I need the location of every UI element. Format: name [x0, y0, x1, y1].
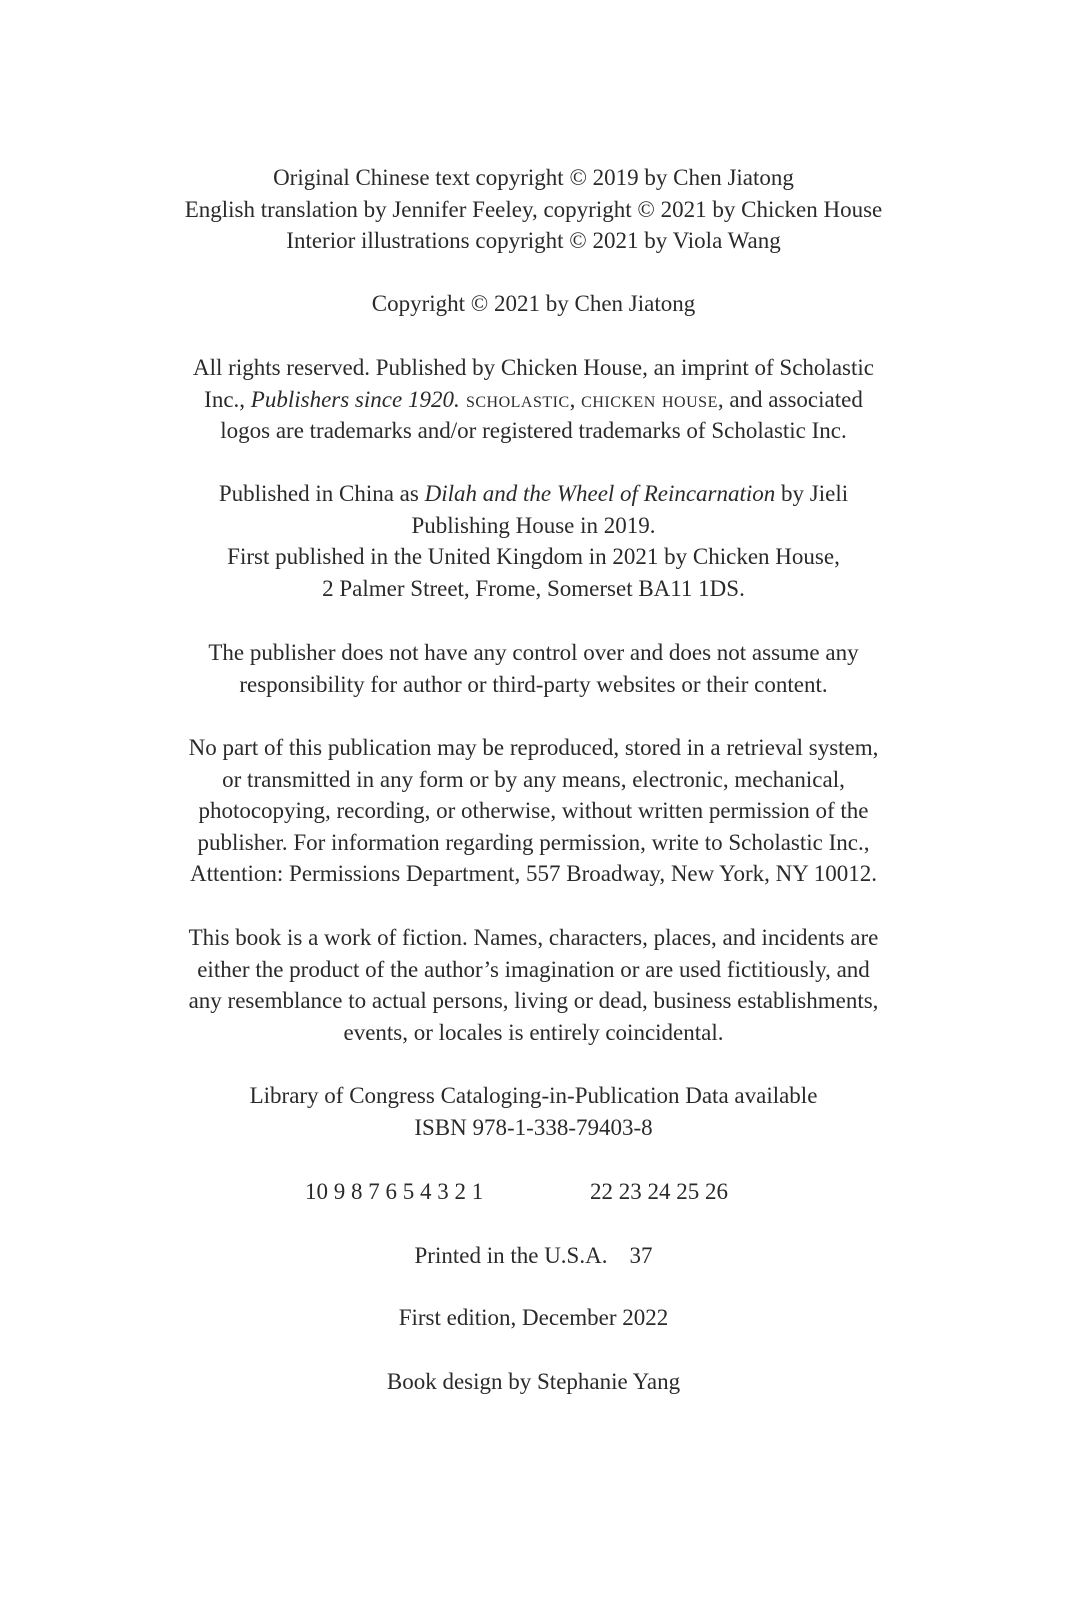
- chicken-house-trademark: chicken house: [581, 386, 718, 412]
- rights-line-1: All rights reserved. Published by Chicken House, an imprint of Scholastic: [193, 355, 874, 380]
- publication-history: [0, 478, 1067, 604]
- publishers-since-italic: Publishers since 1920.: [250, 386, 460, 412]
- main-copyright: [0, 288, 1067, 320]
- fiction-line-3: any resemblance to actual persons, living or dead, business establishments,: [188, 988, 879, 1013]
- rights-paragraph: [0, 352, 1067, 447]
- isbn: ISBN 978-1-338-79403-8: [414, 1114, 653, 1140]
- design-credit: [0, 1366, 1067, 1398]
- catalog-info: [0, 1080, 1067, 1143]
- rights-line-2: [0, 384, 1067, 416]
- print-year-numbers: 22 23 24 25 26: [590, 1179, 728, 1204]
- printed-location: [0, 1240, 1067, 1272]
- printed-in-text: Printed in the U.S.A.: [414, 1243, 608, 1268]
- publication-text: by Jieli: [775, 481, 849, 506]
- rights-text: , and associated: [717, 386, 863, 412]
- website-disclaimer: [0, 637, 1067, 700]
- publication-line-3: First published in the United Kingdom in 2021 by Chicken House,: [227, 544, 840, 569]
- cataloging-line: Library of Congress Cataloging-in-Publication Data available: [249, 1083, 818, 1108]
- illustrations-copyright: Interior illustrations copyright © 2021 by Viola Wang: [286, 228, 781, 253]
- rights-line-3: logos are trademarks and/or registered trademarks of Scholastic Inc.: [220, 418, 847, 443]
- print-run-numbers: 10 9 8 7 6 5 4 3 2 1: [305, 1179, 484, 1204]
- fiction-line-2: either the product of the author’s imagination or are used fictitiously, and: [197, 956, 870, 982]
- edition-info: [0, 1302, 1067, 1334]
- reproduction-line-5: Attention: Permissions Department, 557 Broadway, New York, NY 10012.: [190, 861, 877, 886]
- printing-numbers: [0, 1176, 1067, 1208]
- original-title-italic: Dilah and the Wheel of Reincarnation: [424, 481, 776, 506]
- disclaimer-line-2: responsibility for author or third-party websites or their content.: [239, 671, 828, 697]
- reproduction-notice: [0, 732, 1067, 890]
- reproduction-line-3: photocopying, recording, or otherwise, without written permission of the: [198, 798, 869, 823]
- edition-line: First edition, December 2022: [398, 1305, 669, 1330]
- fiction-line-4: events, or locales is entirely coincidental.: [343, 1019, 724, 1045]
- original-text-copyright: Original Chinese text copyright © 2019 by Chen Jiatong: [273, 165, 794, 190]
- disclaimer-line-1: The publisher does not have any control over and does not assume any: [208, 640, 859, 665]
- reproduction-line-4: publisher. For information regarding permission, write to Scholastic Inc.,: [197, 829, 870, 855]
- publication-line-1: [0, 478, 1067, 510]
- reproduction-line-2: or transmitted in any form or by any means, electronic, mechanical,: [222, 766, 845, 792]
- fiction-disclaimer: [0, 922, 1067, 1048]
- rights-text: ,: [569, 386, 582, 412]
- main-copyright-line: Copyright © 2021 by Chen Jiatong: [371, 291, 696, 316]
- publication-line-4: 2 Palmer Street, Frome, Somerset BA11 1DS.: [322, 575, 745, 601]
- publication-text: Published in China as: [218, 481, 425, 506]
- reproduction-line-1: No part of this publication may be reproduced, stored in a retrieval system,: [188, 735, 879, 760]
- publication-line-2: Publishing House in 2019.: [411, 512, 656, 538]
- copyright-credits: [0, 162, 1067, 257]
- translation-copyright: English translation by Jennifer Feeley, copyright © 2021 by Chicken House: [184, 196, 883, 222]
- printer-code: 37: [629, 1243, 653, 1268]
- rights-text: Inc.,: [204, 386, 251, 412]
- scholastic-trademark: scholastic: [459, 386, 570, 412]
- design-line: Book design by Stephanie Yang: [386, 1369, 681, 1394]
- fiction-line-1: This book is a work of fiction. Names, characters, places, and incidents are: [188, 925, 879, 950]
